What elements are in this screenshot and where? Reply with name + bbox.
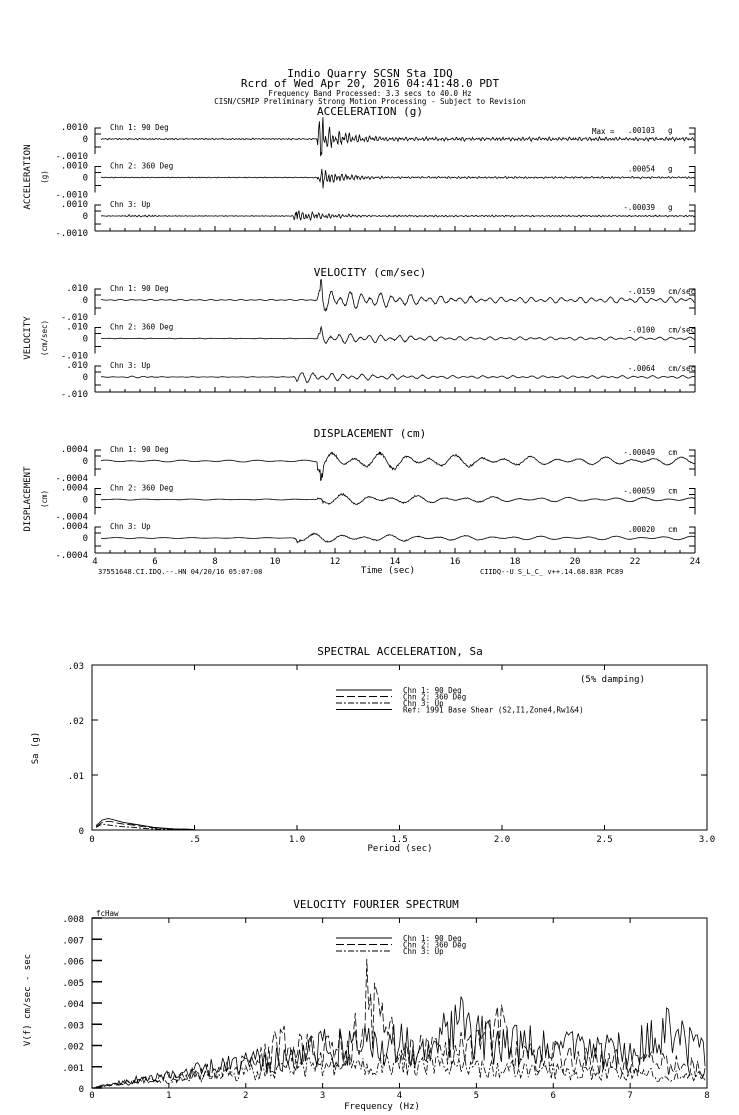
x-axis-title: Period (sec) [367, 844, 433, 854]
x-tick-label: 24 [689, 557, 701, 567]
peak-unit: g [668, 164, 673, 174]
fourier-spectrum-panel [23, 898, 710, 1112]
channel-name: Chn 3: Up [110, 200, 151, 209]
y-tick-bottom: -.0004 [55, 512, 88, 523]
channel-name: Chn 2: 360 Deg [110, 483, 174, 493]
y-tick-top: .010 [66, 284, 88, 294]
waveform-line [101, 494, 695, 505]
y-tick-zero: 0 [82, 135, 88, 145]
x-tick-label: 1 [166, 1091, 172, 1101]
y-axis-unit: (g) [40, 170, 49, 184]
y-tick-bottom: -.0010 [55, 190, 88, 201]
y-tick-zero: 0 [82, 373, 88, 383]
footer-right: CIIDQ--U S_L_C_ v++.14.68.83R PC89 [480, 568, 624, 576]
x-tick-label: 0 [89, 1091, 95, 1101]
peak-unit: cm [668, 486, 678, 496]
x-tick-label: 10 [269, 557, 281, 567]
waveform-line [101, 533, 695, 543]
channel-trace [55, 162, 695, 201]
chart-title: SPECTRAL ACCELERATION, Sa [317, 645, 483, 658]
y-tick-top: .0004 [60, 483, 88, 494]
panel-title: ACCELERATION (g) [317, 105, 423, 118]
panel-acceleration [23, 105, 695, 239]
left-bracket [95, 450, 101, 476]
peak-value: -.00049 [623, 448, 655, 457]
y-axis-title: V(f) cm/sec - sec [23, 953, 33, 1047]
legend-label: Chn 1: 90 Deg [403, 934, 462, 943]
y-tick-label: .003 [62, 1021, 84, 1032]
y-tick-top: .0004 [60, 522, 88, 532]
waveform-line [101, 211, 695, 221]
x-tick-label: 6 [550, 1091, 556, 1101]
y-tick-label: 0 [78, 1085, 84, 1095]
left-bracket [95, 366, 101, 392]
channel-trace [55, 445, 695, 484]
x-tick-label: 3.0 [698, 835, 716, 845]
y-tick-zero: 0 [82, 534, 88, 544]
channel-trace [55, 522, 695, 561]
waveform-line [101, 117, 695, 156]
x-tick-label: 3 [319, 1091, 326, 1101]
peak-unit: g [668, 126, 673, 135]
y-axis-label: DISPLACEMENT [23, 466, 33, 532]
channel-trace [55, 117, 695, 162]
left-bracket [95, 205, 101, 231]
legend-label: Chn 2: 360 Deg [403, 940, 467, 950]
peak-value: -.00039 [623, 203, 655, 212]
peak-unit: g [668, 203, 673, 212]
y-tick-label: .03 [67, 662, 84, 672]
channel-trace [61, 361, 695, 400]
plot-frame [92, 665, 707, 830]
chart-title: VELOCITY FOURIER SPECTRUM [293, 898, 459, 911]
peak-value: .00020 [627, 525, 655, 534]
legend-label: Chn 3: Up [403, 699, 444, 708]
station-title: Indio Quarry SCSN Sta IDQ [287, 67, 453, 80]
x-tick-label: .5 [189, 835, 200, 845]
channel-trace [55, 484, 695, 523]
peak-unit: cm [668, 448, 678, 457]
x-tick-label: 20 [569, 557, 581, 567]
x-tick-label: 22 [629, 557, 641, 567]
waveform-line [101, 452, 695, 481]
y-tick-top: .0010 [60, 200, 88, 210]
x-tick-label: 8 [704, 1091, 710, 1101]
x-tick-label: 2.0 [493, 835, 511, 845]
waveform-line [101, 373, 695, 383]
panel-displacement [23, 427, 700, 576]
peak-value: -.00059 [623, 486, 655, 496]
legend-label: Chn 2: 360 Deg [403, 692, 467, 702]
right-bracket [689, 205, 695, 231]
y-tick-label: .001 [62, 1063, 84, 1074]
panel-title: VELOCITY (cm/sec) [313, 266, 427, 279]
y-tick-label: .002 [62, 1042, 84, 1053]
channel-name: Chn 3: Up [110, 522, 151, 531]
y-tick-bottom: -.0010 [55, 152, 88, 162]
channel-trace [61, 323, 695, 362]
channel-name: Chn 3: Up [110, 361, 151, 370]
y-tick-label: .007 [62, 936, 84, 947]
x-tick-label: 4 [92, 557, 98, 567]
x-tick-label: 2.5 [596, 835, 613, 845]
x-tick-label: 12 [329, 557, 341, 567]
band-subtitle: Frequency Band Processed: 3.3 secs to 40.0 Hz [268, 89, 472, 98]
peak-unit: cm/sec [668, 325, 696, 335]
y-tick-label: .005 [62, 978, 84, 989]
channel-name: Chn 1: 90 Deg [110, 123, 169, 132]
waveform-line [101, 279, 695, 311]
y-tick-top: .010 [66, 361, 88, 371]
damping-annotation: (5% damping) [580, 675, 646, 685]
panel-velocity [23, 266, 695, 400]
series-line-2 [96, 959, 705, 1088]
y-axis-unit: (cm/sec) [40, 319, 49, 357]
left-bracket [95, 527, 101, 553]
y-tick-bottom: -.0004 [55, 551, 88, 561]
peak-value: .00054 [627, 164, 655, 174]
corner-label: fcHaw [96, 909, 119, 918]
y-axis-title: Sa (g) [31, 731, 41, 765]
record-title: Rcrd of Wed Apr 20, 2016 04:41:48.0 PDT [240, 77, 500, 90]
y-tick-top: .0010 [60, 123, 88, 133]
left-bracket [95, 489, 101, 515]
channel-name: Chn 2: 360 Deg [110, 322, 174, 332]
right-bracket [689, 489, 695, 515]
right-bracket [689, 527, 695, 553]
y-tick-label: .02 [67, 717, 84, 727]
peak-value: -.0064 [627, 364, 655, 373]
y-tick-top: .0004 [60, 445, 88, 455]
left-bracket [95, 328, 101, 354]
x-tick-label: 16 [449, 557, 461, 567]
y-tick-label: 0 [78, 827, 84, 837]
x-tick-label: 6 [152, 557, 158, 567]
max-label: Max = [592, 127, 615, 136]
peak-value: .00103 [627, 126, 655, 135]
y-tick-zero: 0 [82, 457, 88, 467]
x-tick-label: 1.5 [391, 835, 408, 845]
x-tick-label: 4 [396, 1091, 403, 1101]
y-tick-top: .0010 [60, 161, 88, 172]
channel-trace [61, 279, 695, 323]
x-tick-label: 14 [389, 557, 401, 567]
series-line-1 [96, 997, 705, 1087]
waveform-line [101, 169, 695, 188]
legend-label: Chn 1: 90 Deg [403, 686, 462, 695]
y-tick-label: .008 [62, 915, 84, 925]
y-tick-label: .004 [62, 1000, 84, 1010]
panel-title: DISPLACEMENT (cm) [313, 427, 427, 440]
right-bracket [689, 128, 695, 154]
y-tick-bottom: -.0004 [55, 474, 88, 484]
x-tick-label: 5 [473, 1091, 480, 1101]
channel-name: Chn 2: 360 Deg [110, 161, 174, 171]
peak-unit: cm/sec [668, 364, 696, 373]
channel-name: Chn 1: 90 Deg [110, 284, 169, 293]
y-tick-bottom: -.010 [60, 351, 88, 362]
left-bracket [95, 289, 101, 315]
peak-value: -.0159 [627, 287, 655, 296]
y-tick-top: .010 [66, 322, 88, 333]
y-tick-bottom: -.010 [60, 313, 88, 323]
left-bracket [95, 167, 101, 193]
left-bracket [95, 128, 101, 154]
peak-value: -.0100 [627, 325, 655, 335]
waveform-line [101, 327, 695, 344]
y-tick-zero: 0 [82, 334, 88, 345]
x-axis-title: Time (sec) [360, 566, 416, 576]
peak-unit: cm [668, 525, 678, 534]
footer-left: 37551648.CI.IDQ.--.HN 04/20/16 05:07:08 [98, 568, 263, 576]
y-axis-label: ACCELERATION [23, 144, 33, 210]
x-tick-label: 2 [243, 1091, 249, 1101]
legend-label: Ref: 1991 Base Shear (S2,I1,Zone4,Rw1&4) [403, 705, 584, 715]
notice-subtitle: CISN/CSMIP Preliminary Strong Motion Processing - Subject to Revision [214, 97, 526, 106]
y-tick-zero: 0 [82, 495, 88, 506]
x-tick-label: 7 [627, 1091, 633, 1101]
plot-frame [92, 918, 707, 1088]
y-axis-unit: (cm) [40, 489, 49, 509]
series-line-1 [96, 819, 194, 830]
channel-name: Chn 1: 90 Deg [110, 445, 169, 454]
y-tick-bottom: -.0010 [55, 229, 88, 239]
y-tick-label: .01 [67, 772, 84, 782]
y-axis-label: VELOCITY [23, 316, 33, 360]
spectral-acceleration-panel [31, 645, 715, 854]
time-history-panels [23, 105, 700, 576]
x-tick-label: 1.0 [288, 835, 306, 845]
x-tick-label: 0 [89, 835, 95, 845]
right-bracket [689, 167, 695, 193]
x-axis-title: Frequency (Hz) [344, 1102, 420, 1112]
y-tick-zero: 0 [82, 296, 88, 306]
y-tick-zero: 0 [82, 212, 88, 222]
legend-label: Chn 3: Up [403, 947, 444, 956]
channel-trace [55, 200, 695, 239]
x-tick-label: 8 [212, 557, 218, 567]
y-tick-zero: 0 [82, 173, 88, 184]
y-tick-label: .006 [62, 957, 84, 968]
peak-unit: cm/sec [668, 287, 696, 296]
x-tick-label: 18 [509, 557, 521, 567]
y-tick-bottom: -.010 [60, 390, 88, 400]
